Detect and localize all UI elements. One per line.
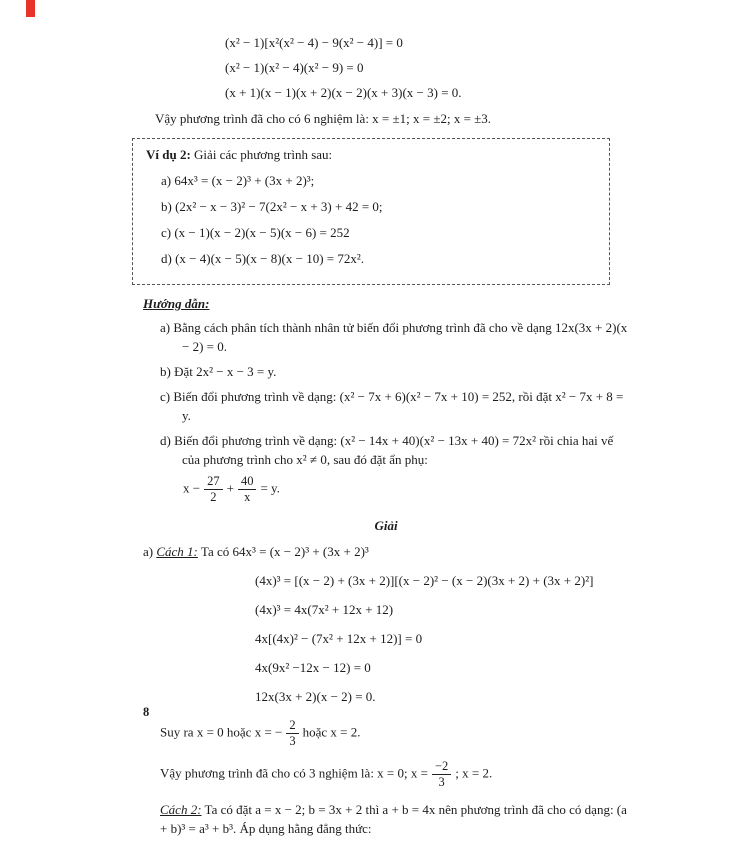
suyra-suffix: hoặc x = 2.: [302, 724, 361, 740]
example-item-b: b) (2x² − x − 3)² − 7(2x² − x + 3) + 42 = 0;: [161, 199, 383, 215]
conclusion-prefix: Vậy phương trình đã cho có 3 nghiệm là: x = 0; x =: [160, 765, 428, 781]
intro-conclusion: Vậy phương trình đã cho có 6 nghiệm là: x = ±1; x = ±2; x = ±3.: [155, 110, 492, 126]
suyra-prefix: Suy ra x = 0 hoặc x = −: [160, 724, 283, 740]
solution-equation-1: (4x)³ = [(x − 2) + (3x + 2)][(x − 2)² − (x − 2)(3x + 2) + (3x + 2)²]: [255, 573, 594, 589]
expr-suffix: = y.: [260, 480, 280, 496]
example-item-a: a) 64x³ = (x − 2)³ + (3x + 2)³;: [161, 173, 315, 189]
case1-text: Ta có 64x³ = (x − 2)³ + (3x + 2)³: [197, 544, 369, 560]
solution-equation-4: 4x(9x² −12x − 12) = 0: [255, 659, 371, 675]
equation-line-2: (x² − 1)(x² − 4)(x² − 9) = 0: [225, 59, 364, 75]
expr-prefix: x −: [183, 480, 201, 496]
solution-conclusion-line: [160, 760, 629, 789]
fraction-neg2-over-3: $\frac{-2}{3}$: [432, 760, 451, 789]
guide-heading: Hướng dẫn:: [143, 295, 210, 311]
fraction-2-over-3: $\frac{2}{3}$: [286, 719, 298, 748]
fraction-27-over-2: $\frac{27}{2}$: [204, 475, 223, 504]
case2-text: Ta có đặt a = x − 2; b = 3x + 2 thì a + b = 4x nên phương trình đã cho có dạng: (a + b)³ = a³ + b³. Áp dụng hằng đẳng thức:: [160, 802, 627, 836]
solution-case1-line: [143, 543, 629, 562]
solution-equation-3: 4x[(4x)² − (7x² + 12x + 12)] = 0: [255, 630, 423, 646]
guide-item-d: d) Biến đổi phương trình về dạng: (x² − 14x + 40)(x² − 13x + 40) = 72x² rồi chia hai vế của phương trình cho x² ≠ 0, sau đó đặt ẩn phụ:: [160, 432, 614, 467]
fraction-40-over-x: $\frac{40}{x}$: [238, 475, 257, 504]
equation-line-3: (x + 1)(x − 1)(x + 2)(x − 2)(x + 3)(x − 3) = 0.: [225, 84, 462, 100]
guide-item-a: a) Bằng cách phân tích thành nhân tử biến đổi phương trình đã cho về dạng 12x(3x + 2)(x − 2) = 0.: [160, 320, 628, 355]
example-item-c: c) (x − 1)(x − 2)(x − 5)(x − 6) = 252: [161, 224, 350, 240]
case1-label: Cách 1:: [156, 544, 198, 560]
page-number: 8: [143, 705, 150, 719]
solution-case2-line: [160, 801, 629, 839]
example-item-d: d) (x − 4)(x − 5)(x − 8)(x − 10) = 72x².: [161, 250, 365, 266]
case2-label: Cách 2:: [160, 802, 202, 817]
guide-item-b: b) Đặt 2x² − x − 3 = y.: [160, 364, 277, 380]
solution-equation-2: (4x)³ = 4x(7x² + 12x + 12): [255, 602, 394, 618]
guide-item-c: c) Biến đổi phương trình về dạng: (x² − 7x + 6)(x² − 7x + 10) = 252, rồi đặt x² − 7x + 8 = y.: [160, 388, 624, 423]
solution-equation-5: 12x(3x + 2)(x − 2) = 0.: [255, 688, 376, 704]
red-corner-mark: [26, 0, 35, 17]
example-title-line: [146, 146, 599, 165]
solution-heading: Giải: [374, 517, 398, 533]
case1-prefix: a): [143, 544, 157, 560]
page-content: [143, 28, 629, 847]
conclusion-suffix: ; x = 2.: [455, 765, 493, 781]
intro-equations: [225, 34, 629, 103]
example-label: Ví dụ 2:: [146, 147, 191, 163]
equation-line-1: (x² − 1)[x²(x² − 4) − 9(x² − 4)] = 0: [225, 35, 403, 50]
example-box: [132, 138, 610, 284]
example-title: Giải các phương trình sau:: [190, 147, 333, 163]
solution-suyra-line: [160, 719, 629, 748]
expr-plus: +: [226, 480, 234, 496]
guide-item-d-expression: [183, 475, 629, 504]
